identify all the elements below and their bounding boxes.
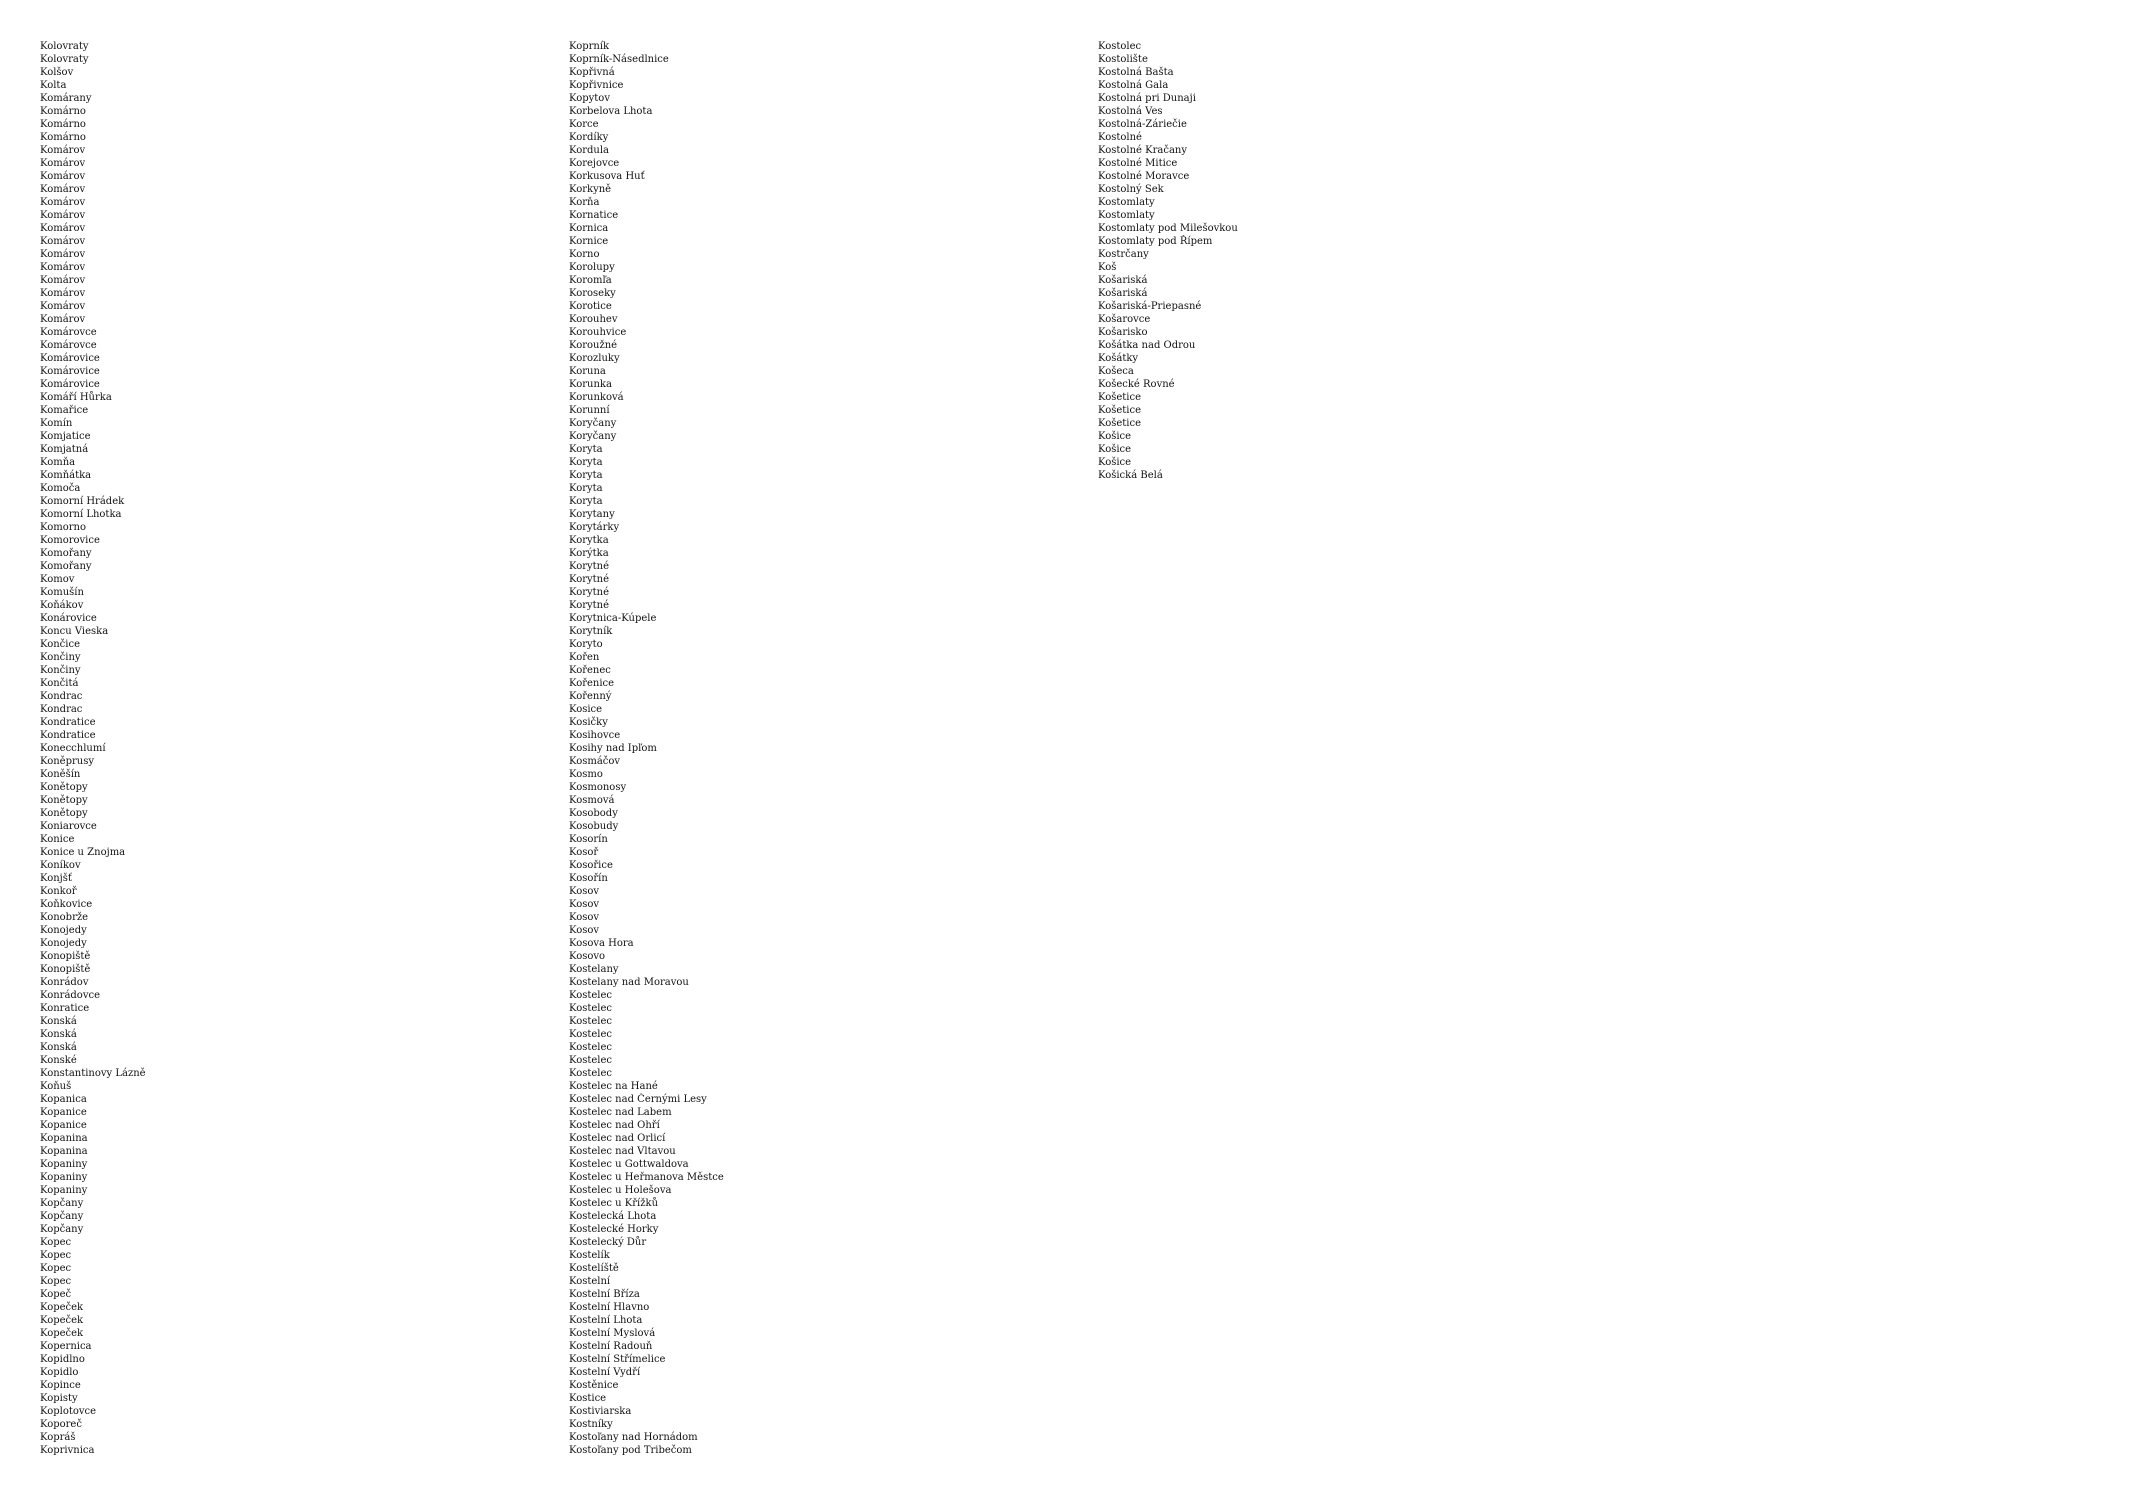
entry: Košetice xyxy=(1098,405,1142,416)
entry: Kostolné Mitice xyxy=(1098,158,1178,169)
entry: Korytné xyxy=(569,600,610,611)
entry: Kopčany xyxy=(40,1211,84,1222)
entry: Kostolec xyxy=(1098,41,1142,52)
entry: Komárovce xyxy=(40,327,97,338)
entry: Kostelecký Důr xyxy=(569,1237,647,1248)
entry: Kolšov xyxy=(40,67,74,78)
entry: Kopanice xyxy=(40,1120,87,1131)
entry: Komárovice xyxy=(40,379,100,390)
entry: Koryčany xyxy=(569,431,617,442)
entry: Košariská xyxy=(1098,288,1148,299)
entry: Kosova Hora xyxy=(569,938,634,949)
entry: Kostelní Střímelice xyxy=(569,1354,666,1365)
entry: Korno xyxy=(569,249,600,260)
entry: Koňkovice xyxy=(40,899,93,910)
entry: Komárov xyxy=(40,171,86,182)
entry: Kopisty xyxy=(40,1393,78,1404)
entry: Kopanina xyxy=(40,1146,88,1157)
entry: Kopanice xyxy=(40,1107,87,1118)
entry: Kosobody xyxy=(569,808,618,819)
entry: Korotice xyxy=(569,301,612,312)
entry: Kostolná Ves xyxy=(1098,106,1163,117)
entry: Koprník-Násedlnice xyxy=(569,54,669,65)
entry: Konská xyxy=(40,1042,77,1053)
entry: Kořenice xyxy=(569,678,615,689)
entry: Kopytov xyxy=(569,93,610,104)
entry: Kostolný Sek xyxy=(1098,184,1164,195)
entry: Komárov xyxy=(40,288,86,299)
entry: Konětopy xyxy=(40,782,88,793)
entry: Kordíky xyxy=(569,132,609,143)
entry: Kostelní Lhota xyxy=(569,1315,643,1326)
entry: Kostelní Myslová xyxy=(569,1328,656,1339)
entry: Komárovce xyxy=(40,340,97,351)
entry: Konstantinovy Lázně xyxy=(40,1068,146,1079)
entry: Kondrac xyxy=(40,691,83,702)
entry: Kornica xyxy=(569,223,609,234)
entry: Kostelec xyxy=(569,1055,613,1066)
entry: Kostelany nad Moravou xyxy=(569,977,689,988)
entry: Komorno xyxy=(40,522,86,533)
entry: Koprník xyxy=(569,41,610,52)
entry: Kostelec xyxy=(569,1042,613,1053)
entry: Komjatice xyxy=(40,431,91,442)
entry: Kopec xyxy=(40,1250,72,1261)
entry: Komařice xyxy=(40,405,89,416)
entry: Konopiště xyxy=(40,951,91,962)
entry: Končiny xyxy=(40,665,81,676)
entry: Kosov xyxy=(569,925,600,936)
entry: Kondratice xyxy=(40,717,96,728)
entry: Koncu Vieska xyxy=(40,626,109,637)
entry: Korkusova Huť xyxy=(569,171,645,182)
entry: Komárov xyxy=(40,262,86,273)
entry: Korytné xyxy=(569,574,610,585)
entry: Kostelec xyxy=(569,1016,613,1027)
entry: Kořenný xyxy=(569,691,612,702)
entry: Komárov xyxy=(40,210,86,221)
entry: Kostomlaty xyxy=(1098,210,1155,221)
entry: Kosmo xyxy=(569,769,603,780)
entry: Koryta xyxy=(569,457,603,468)
entry: Kostníky xyxy=(569,1419,613,1430)
entry: Kostolište xyxy=(1098,54,1148,65)
entry: Kostolná Bašta xyxy=(1098,67,1174,78)
entry: Komárno xyxy=(40,119,86,130)
entry: Kostomlaty pod Milešovkou xyxy=(1098,223,1238,234)
entry: Kostelec nad Orlicí xyxy=(569,1133,666,1144)
entry: Korbelova Lhota xyxy=(569,106,653,117)
entry: Koňuš xyxy=(40,1081,72,1092)
entry: Kostelní Bříza xyxy=(569,1289,640,1300)
entry: Kosov xyxy=(569,886,600,897)
entry: Kostiviarska xyxy=(569,1406,632,1417)
entry: Kopaniny xyxy=(40,1172,88,1183)
entry: Kopčany xyxy=(40,1224,84,1235)
entry: Kostolná pri Dunaji xyxy=(1098,93,1196,104)
entry: Koruna xyxy=(569,366,606,377)
entry: Korozluky xyxy=(569,353,620,364)
entry: Kostomlaty xyxy=(1098,197,1155,208)
entry: Košariská-Priepasné xyxy=(1098,301,1202,312)
entry: Kořenec xyxy=(569,665,611,676)
entry: Komárov xyxy=(40,314,86,325)
entry: Kostrčany xyxy=(1098,249,1149,260)
entry: Komárov xyxy=(40,301,86,312)
entry: Konobrže xyxy=(40,912,89,923)
entry: Korňa xyxy=(569,197,600,208)
entry: Kopřivná xyxy=(569,67,615,78)
entry: Kopidlno xyxy=(40,1354,85,1365)
entry: Kopanica xyxy=(40,1094,87,1105)
entry: Kolovraty xyxy=(40,54,89,65)
entry: Konrádovce xyxy=(40,990,100,1001)
entry: Kostelní xyxy=(569,1276,611,1287)
entry: Košátka nad Odrou xyxy=(1098,340,1196,351)
entry: Komov xyxy=(40,574,75,585)
entry: Kostoľany pod Tribečom xyxy=(569,1445,692,1456)
entry: Korunní xyxy=(569,405,610,416)
entry: Konjšť xyxy=(40,873,72,884)
entry: Kostelec xyxy=(569,1068,613,1079)
entry: Konecchlumí xyxy=(40,743,106,754)
entry: Kopeček xyxy=(40,1315,84,1326)
entry: Komňátka xyxy=(40,470,92,481)
entry: Košátky xyxy=(1098,353,1139,364)
entry: Komoča xyxy=(40,483,81,494)
entry: Komorní Lhotka xyxy=(40,509,122,520)
entry: Kopaniny xyxy=(40,1159,88,1170)
entry: Košetice xyxy=(1098,418,1142,429)
entry: Koprivnica xyxy=(40,1445,95,1456)
entry: Kosoř xyxy=(569,847,599,858)
entry: Kosmonosy xyxy=(569,782,627,793)
entry: Komořany xyxy=(40,561,92,572)
entry: Korýtka xyxy=(569,548,609,559)
entry: Kosovo xyxy=(569,951,606,962)
entry: Kostelec u Gottwaldova xyxy=(569,1159,689,1170)
entry: Konětopy xyxy=(40,795,88,806)
entry: Končice xyxy=(40,639,80,650)
entry: Komárov xyxy=(40,197,86,208)
entry: Kopeček xyxy=(40,1328,84,1339)
entry: Komárno xyxy=(40,132,86,143)
entry: Kopaniny xyxy=(40,1185,88,1196)
entry: Komárov xyxy=(40,249,86,260)
entry: Košice xyxy=(1098,444,1132,455)
entry: Kosobudy xyxy=(569,821,619,832)
entry: Kostěnice xyxy=(569,1380,619,1391)
entry: Koryto xyxy=(569,639,603,650)
entry: Kopráš xyxy=(40,1432,76,1443)
entry: Kostelec nad Ohří xyxy=(569,1120,660,1131)
entry: Komárov xyxy=(40,184,86,195)
entry: Kostoľany nad Hornádom xyxy=(569,1432,698,1443)
entry: Konratice xyxy=(40,1003,90,1014)
entry: Komárov xyxy=(40,236,86,247)
entry: Korytné xyxy=(569,587,610,598)
entry: Konárovice xyxy=(40,613,97,624)
entry: Kolta xyxy=(40,80,67,91)
entry: Kosmová xyxy=(569,795,615,806)
entry: Kostolná-Záriečie xyxy=(1098,119,1187,130)
entry: Korouhev xyxy=(569,314,618,325)
entry: Košarisko xyxy=(1098,327,1148,338)
entry: Konice u Znojma xyxy=(40,847,126,858)
entry: Kopince xyxy=(40,1380,81,1391)
entry: Kosihovce xyxy=(569,730,621,741)
entry: Komňa xyxy=(40,457,76,468)
entry: Korytka xyxy=(569,535,609,546)
entry: Kosorín xyxy=(569,834,608,845)
entry: Kopec xyxy=(40,1263,72,1274)
entry: Komořany xyxy=(40,548,92,559)
entry: Kopanina xyxy=(40,1133,88,1144)
entry: Koněšín xyxy=(40,769,81,780)
entry: Košarovce xyxy=(1098,314,1151,325)
entry: Kostelec nad Labem xyxy=(569,1107,672,1118)
entry: Kosořín xyxy=(569,873,608,884)
entry: Koryta xyxy=(569,470,603,481)
entry: Kostolné xyxy=(1098,132,1142,143)
entry: Konrádov xyxy=(40,977,89,988)
entry: Kostelec u Heřmanova Městce xyxy=(569,1172,724,1183)
entry: Korce xyxy=(569,119,599,130)
entry: Kopidlo xyxy=(40,1367,79,1378)
entry: Koryta xyxy=(569,483,603,494)
entry: Kordula xyxy=(569,145,610,156)
entry: Korouhvice xyxy=(569,327,627,338)
entry: Konské xyxy=(40,1055,77,1066)
entry: Kopeček xyxy=(40,1302,84,1313)
entry: Koroužné xyxy=(569,340,618,351)
entry: Kostelany xyxy=(569,964,619,975)
entry: Kolovraty xyxy=(40,41,89,52)
entry: Kopernica xyxy=(40,1341,92,1352)
entry: Košická Belá xyxy=(1098,470,1163,481)
entry: Korunková xyxy=(569,392,624,403)
entry: Korunka xyxy=(569,379,612,390)
entry: Kornatice xyxy=(569,210,619,221)
entry: Končitá xyxy=(40,678,79,689)
entry: Komorovice xyxy=(40,535,100,546)
entry: Kostelecká Lhota xyxy=(569,1211,657,1222)
entry: Kosov xyxy=(569,912,600,923)
entry: Košice xyxy=(1098,457,1132,468)
entry: Koňákov xyxy=(40,600,84,611)
entry: Kostelík xyxy=(569,1250,610,1261)
entry: Koníkov xyxy=(40,860,81,871)
entry: Koniarovce xyxy=(40,821,97,832)
entry: Kořen xyxy=(569,652,600,663)
entry: Košice xyxy=(1098,431,1132,442)
entry: Korytany xyxy=(569,509,615,520)
entry: Kostomlaty pod Řípem xyxy=(1098,236,1213,247)
entry: Kostelní Radouň xyxy=(569,1341,653,1352)
entry: Košecké Rovné xyxy=(1098,379,1175,390)
entry: Kostelec u Křížků xyxy=(569,1198,659,1209)
entry: Kopřivnice xyxy=(569,80,624,91)
entry: Korytárky xyxy=(569,522,620,533)
entry: Kosice xyxy=(569,704,603,715)
entry: Konkoř xyxy=(40,886,77,897)
entry: Konská xyxy=(40,1016,77,1027)
entry: Koroseky xyxy=(569,288,616,299)
entry: Komárov xyxy=(40,223,86,234)
entry: Kondrac xyxy=(40,704,83,715)
entry: Koromľa xyxy=(569,275,612,286)
entry: Kopec xyxy=(40,1237,72,1248)
entry: Komárovice xyxy=(40,366,100,377)
entry: Komárov xyxy=(40,158,86,169)
entry: Komárno xyxy=(40,106,86,117)
entry: Koryta xyxy=(569,444,603,455)
entry: Kornice xyxy=(569,236,609,247)
entry: Komáří Hůrka xyxy=(40,392,112,403)
entry: Kostelec nad Černými Lesy xyxy=(569,1094,707,1105)
entry: Kondratice xyxy=(40,730,96,741)
entry: Kostelní Hlavno xyxy=(569,1302,650,1313)
entry: Košeca xyxy=(1098,366,1134,377)
entry: Kosořice xyxy=(569,860,613,871)
entry: Kostice xyxy=(569,1393,607,1404)
entry: Konopiště xyxy=(40,964,91,975)
entry: Korkyně xyxy=(569,184,612,195)
entry: Kosičky xyxy=(569,717,608,728)
entry: Komjatná xyxy=(40,444,89,455)
entry: Kostelní Vydří xyxy=(569,1367,641,1378)
entry: Kostelec xyxy=(569,1003,613,1014)
entry: Kostolné Kračany xyxy=(1098,145,1187,156)
entry: Kostelec na Hané xyxy=(569,1081,658,1092)
entry: Kopeč xyxy=(40,1289,72,1300)
entry: Koryčany xyxy=(569,418,617,429)
entry: Kosihy nad Ipľom xyxy=(569,743,657,754)
entry: Kostelíště xyxy=(569,1263,619,1274)
entry: Komárov xyxy=(40,145,86,156)
entry: Kostelec xyxy=(569,1029,613,1040)
entry: Komárany xyxy=(40,93,92,104)
entry: Konská xyxy=(40,1029,77,1040)
entry: Korytnica-Kúpele xyxy=(569,613,657,624)
entry: Komín xyxy=(40,418,73,429)
entry: Kostelec xyxy=(569,990,613,1001)
index-list xyxy=(40,40,2116,1460)
entry: Kostelecké Horky xyxy=(569,1224,659,1235)
entry: Končiny xyxy=(40,652,81,663)
entry: Komárovice xyxy=(40,353,100,364)
entry: Kostolné Moravce xyxy=(1098,171,1190,182)
entry: Kopčany xyxy=(40,1198,84,1209)
entry: Koněprusy xyxy=(40,756,94,767)
entry: Kostolná Gala xyxy=(1098,80,1169,91)
entry: Kosmáčov xyxy=(569,756,621,767)
entry: Kostelec u Holešova xyxy=(569,1185,672,1196)
entry: Korytné xyxy=(569,561,610,572)
entry: Kosov xyxy=(569,899,600,910)
entry: Koš xyxy=(1098,262,1117,273)
entry: Koplotovce xyxy=(40,1406,97,1417)
entry: Konice xyxy=(40,834,75,845)
entry: Konojedy xyxy=(40,938,87,949)
entry: Kostelec nad Vltavou xyxy=(569,1146,676,1157)
entry: Košariská xyxy=(1098,275,1148,286)
entry: Kopec xyxy=(40,1276,72,1287)
entry: Komorní Hrádek xyxy=(40,496,125,507)
entry: Korolupy xyxy=(569,262,615,273)
entry: Košetice xyxy=(1098,392,1142,403)
entry: Konětopy xyxy=(40,808,88,819)
entry: Komárov xyxy=(40,275,86,286)
entry: Korytník xyxy=(569,626,613,637)
entry: Komušín xyxy=(40,587,84,598)
entry: Konojedy xyxy=(40,925,87,936)
entry: Koryta xyxy=(569,496,603,507)
entry: Koporeč xyxy=(40,1419,82,1430)
entry: Korejovce xyxy=(569,158,620,169)
